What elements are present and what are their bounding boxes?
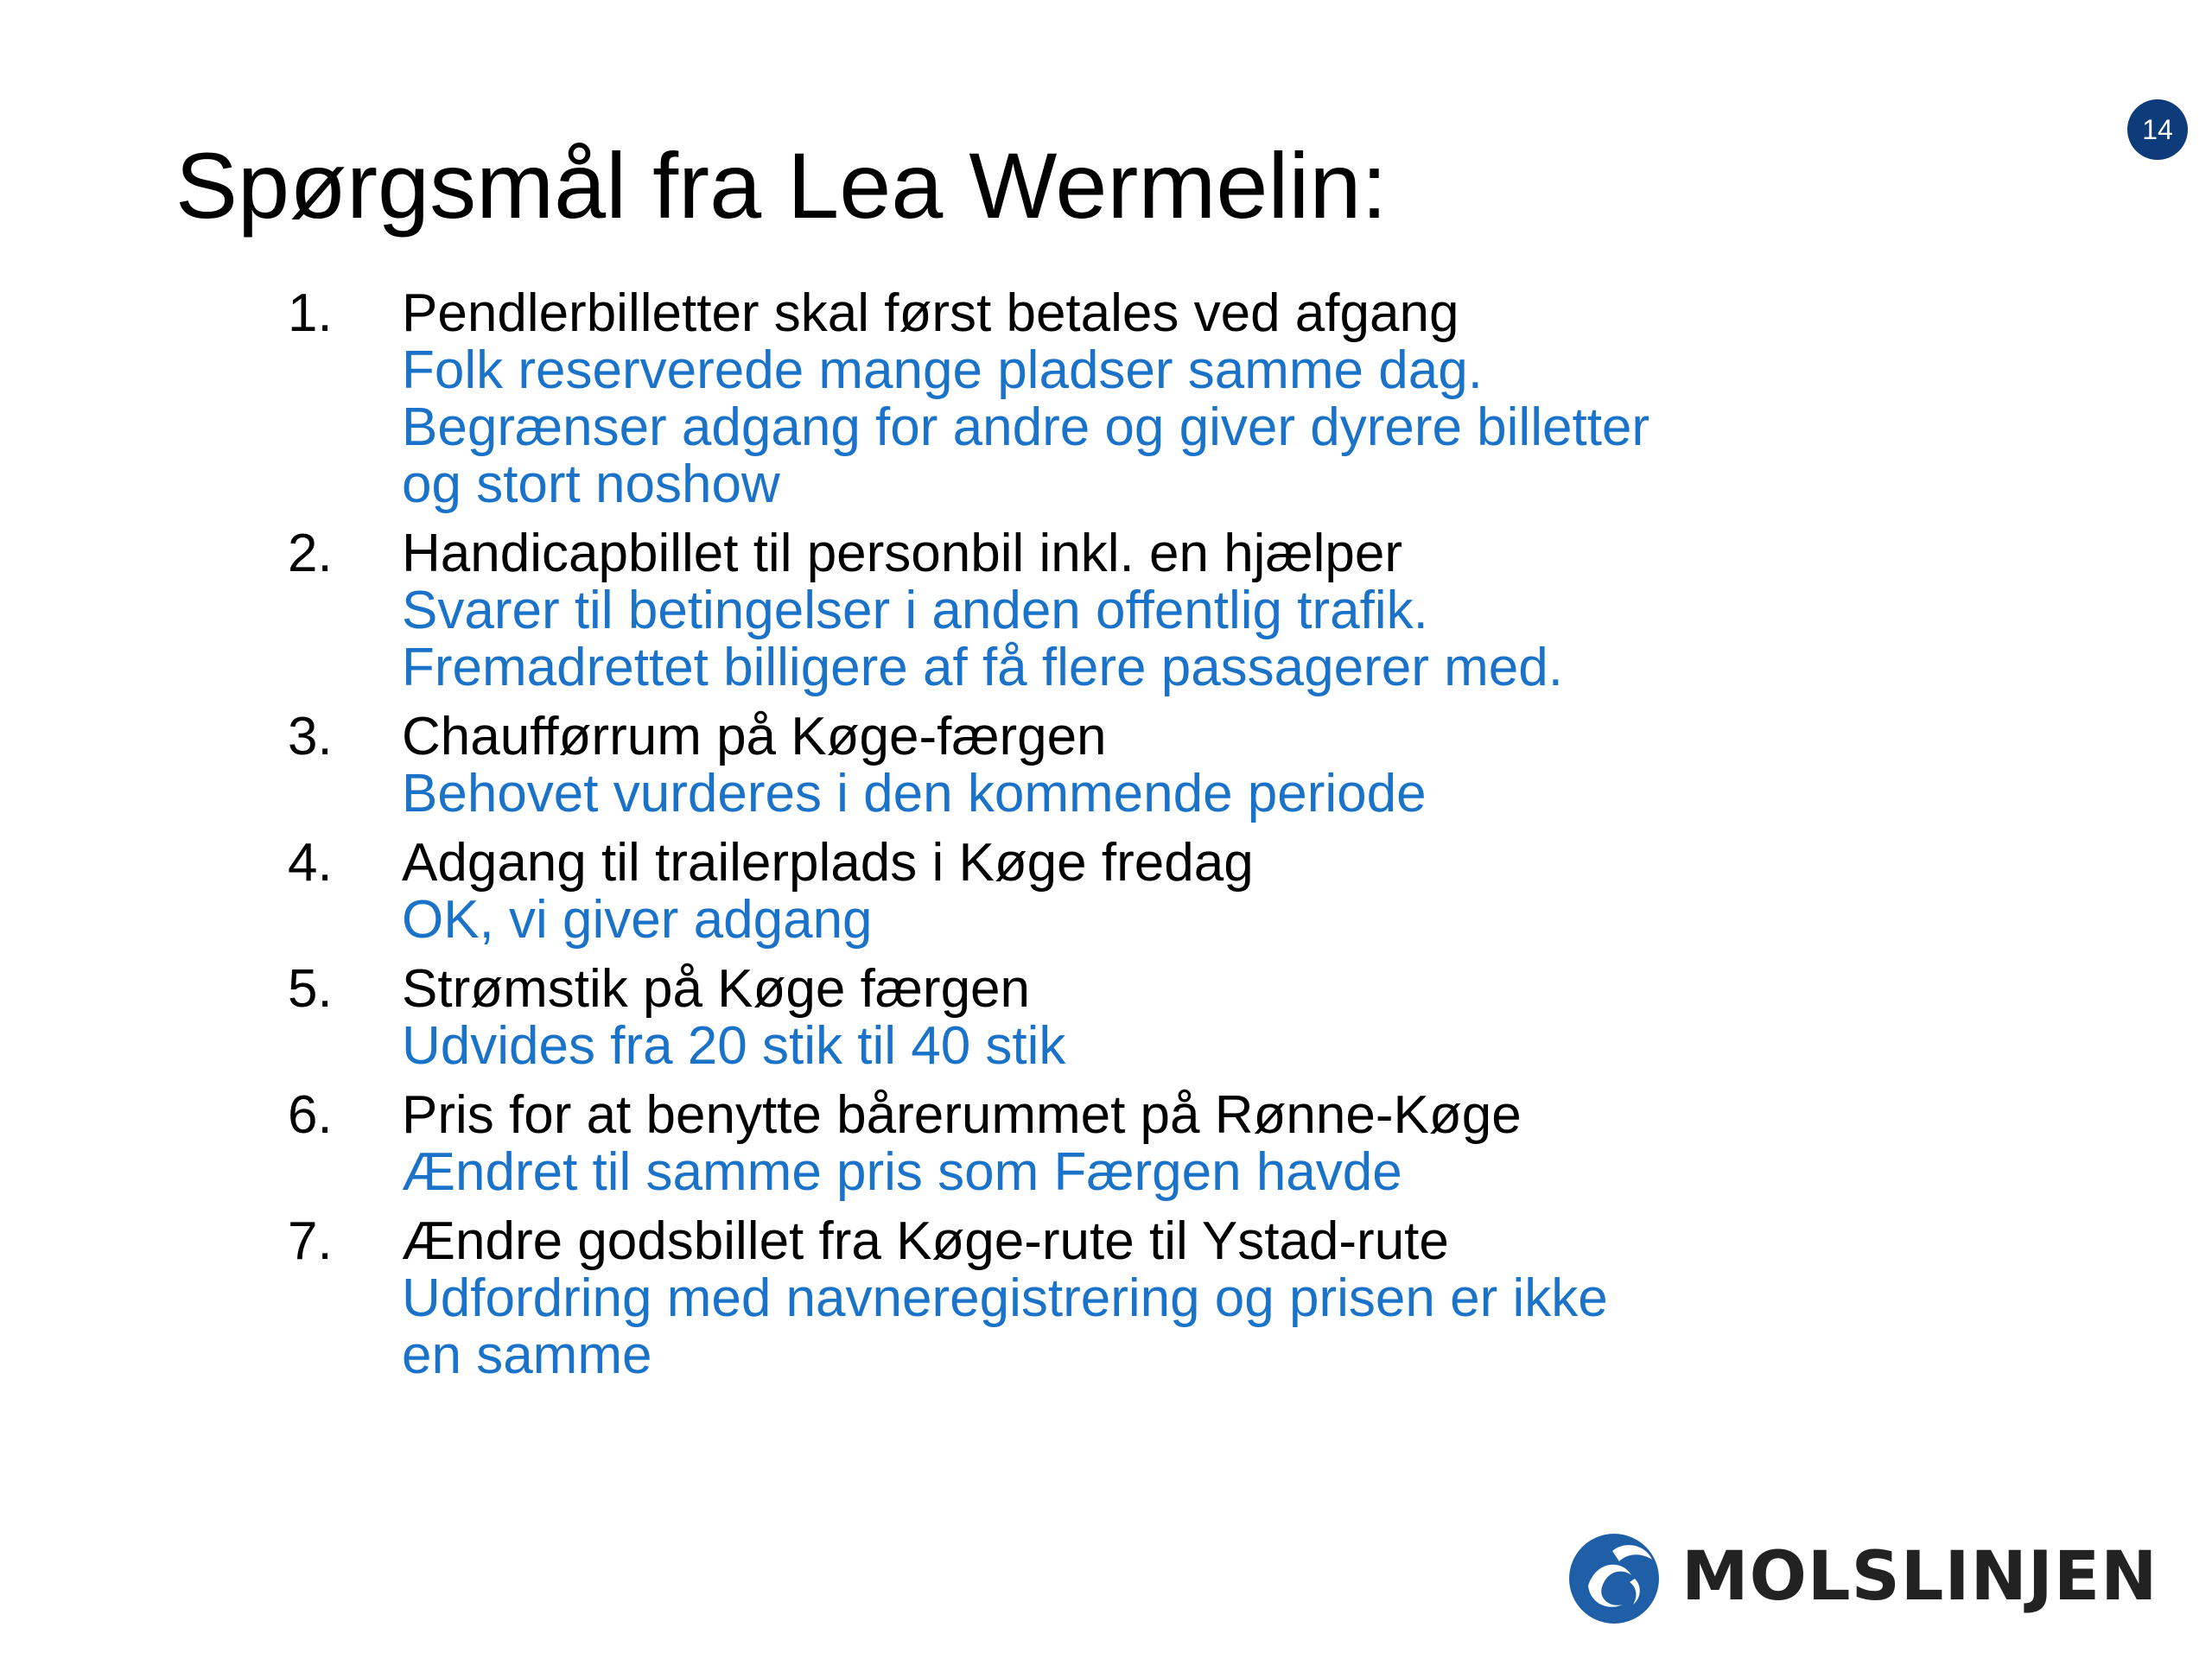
logo-text: MOLSLINJEN: [1681, 1538, 2158, 1616]
list-item: [288, 709, 2016, 823]
answer-line: Udfordring med navneregistrering og prisen er ikke: [402, 1268, 1608, 1328]
question-text: Pendlerbilletter skal først betales ved afgang: [402, 283, 1459, 343]
question-text: Chaufførrum på Køge-færgen: [402, 707, 1107, 766]
company-logo: [1562, 1525, 2158, 1629]
page-number-badge: 14: [2127, 99, 2188, 160]
answer-line: Behovet vurderes i den kommende periode: [402, 764, 1427, 823]
answer-line: en samme: [402, 1325, 652, 1385]
item-number: 3.: [288, 707, 333, 766]
answer-line: Begrænser adgang for andre og giver dyrere billetter: [402, 397, 1650, 457]
question-text: Pris for at benytte bårerummet på Rønne-Køge: [402, 1085, 1522, 1145]
answer-line: Ændret til samme pris som Færgen havde: [402, 1142, 1402, 1202]
answer-line: OK, vi giver adgang: [402, 890, 873, 950]
question-text: Adgang til trailerplads i Køge fredag: [402, 833, 1254, 893]
item-number: 4.: [288, 833, 333, 893]
answer-line: Udvides fra 20 stik til 40 stik: [402, 1016, 1066, 1076]
item-number: 6.: [288, 1085, 333, 1145]
list-item: [288, 525, 2016, 696]
answer-line: og stort noshow: [402, 454, 780, 514]
list-item: [288, 835, 2016, 949]
slide-title: Spørgsmål fra Lea Wermelin:: [175, 133, 1388, 238]
item-number: 7.: [288, 1211, 333, 1271]
answer-line: Folk reserverede mange pladser samme dag.: [402, 340, 1483, 400]
answer-line: Fremadrettet billigere af få flere passagerer med.: [402, 638, 1563, 697]
item-number: 1.: [288, 283, 333, 343]
list-item: [288, 1087, 2016, 1201]
molslinjen-wave-logo-icon: [1562, 1525, 1666, 1629]
list-item: [288, 961, 2016, 1075]
item-number: 2.: [288, 524, 333, 583]
list-item: [288, 1213, 2016, 1384]
answer-line: Svarer til betingelser i anden offentlig trafik.: [402, 581, 1428, 640]
list-item: [288, 285, 2016, 513]
question-text: Ændre godsbillet fra Køge-rute til Ystad-rute: [402, 1211, 1449, 1271]
question-text: Handicapbillet til personbil inkl. en hjælper: [402, 524, 1402, 583]
question-text: Strømstik på Køge færgen: [402, 959, 1031, 1019]
item-number: 5.: [288, 959, 333, 1019]
question-list: [288, 285, 2016, 1396]
